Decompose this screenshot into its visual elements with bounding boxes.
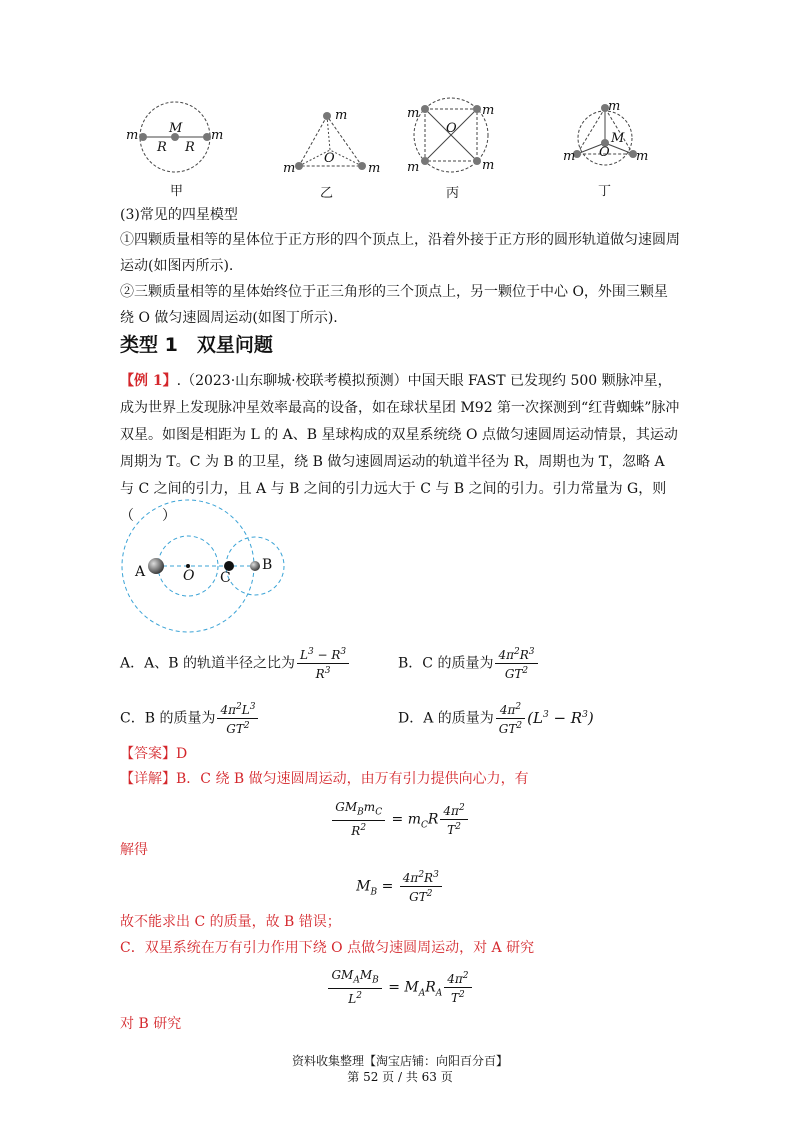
example-text: .（2023·山东聊城·校联考模拟预测）中国天眼 FAST 已发现约 500 颗脉冲星，成为世界上发现脉冲星效率最高的设备，如在球状星团 M92 第一次探测到“红背蜘蛛”脉冲双星。如图是相距为 L 的 A、B 星球构成的双星系统绕 O 点做匀速圆周运动情景，其运动周期为 T。C 为 B 的卫星，绕 B 做匀速圆周运动的轨道半径为 R，周期也为 T，忽略 A 与 C 之间的引力，且 A 与 B 之间的引力远大于 C 与 B 之间的引力。引力常量为 G，则（ ） (120, 373, 680, 524)
detail-conclude: 故不能求出 C 的质量，故 B 错误； (120, 914, 341, 930)
jia-m-left: m (126, 128, 139, 143)
four-star-item2: ②三颗质量相等的星体始终位于正三角形的三个顶点上，另一颗位于中心 O，外围三颗星绕 O 做匀速圆周运动(如图丁所示). (120, 284, 668, 326)
jia-m-right: m (211, 128, 224, 143)
bing-m-bl: m (407, 160, 420, 175)
bing-m-br: m (482, 158, 495, 173)
option-A-label: A．A、B 的轨道半径之比为 (120, 655, 295, 672)
bing-O: O (446, 121, 457, 136)
detail-lineC: C．双星系统在万有引力作用下绕 O 点做匀速圆周运动，对 A 研究 (120, 940, 535, 956)
caption-bing: 丙 (446, 186, 460, 201)
star-A (148, 558, 164, 574)
four-star-item1: ①四颗质量相等的星体位于正方形的四个顶点上，沿着外接于正方形的圆形轨道做匀速圆周运动(如图丙所示). (120, 232, 680, 274)
yi-O: O (324, 151, 335, 166)
example-tag: 【例 1】 (120, 373, 177, 389)
section-title: 类型 1 双星问题 (120, 334, 273, 356)
bing-m-tr: m (482, 103, 495, 118)
jia-R-left: R (157, 140, 167, 155)
yi-m-right: m (368, 161, 381, 176)
diagram-label-C: C (220, 570, 231, 586)
yi-m-left: m (283, 161, 296, 176)
option-C-label: C．B 的质量为 (120, 710, 216, 727)
four-star-heading: (3)常见的四星模型 (120, 207, 238, 223)
diagram-label-O: O (183, 568, 195, 584)
ding-m-left: m (563, 149, 576, 164)
diagram-label-B: B (262, 557, 273, 573)
diagram-label-A: A (135, 564, 146, 580)
answer: 【答案】D (120, 746, 188, 762)
ding-O: O (599, 145, 610, 160)
caption-jia: 甲 (170, 184, 184, 199)
jia-R-right: R (185, 140, 195, 155)
footer-page: 第 52 页 / 共 63 页 (347, 1070, 453, 1084)
yi-m-top: m (335, 108, 348, 123)
option-D[interactable]: D．A 的质量为 $\frac{4\pi^2}{GT^2}$ $(L^3 - R^3)$ (398, 702, 594, 736)
jia-M: M (169, 121, 183, 136)
bing-m-tl: m (407, 106, 420, 121)
option-C[interactable]: C．B 的质量为 $\frac{4\pi^2L^3}{GT^2}$ (120, 700, 260, 737)
equation-1: $\frac{GM_Bm_C}{R^2}$ = $m_CR$ $\frac{4\pi^2}{T^2}$ (320, 800, 480, 839)
ding-m-right: m (636, 149, 649, 164)
detail-solve: 解得 (120, 842, 148, 858)
option-D-label: D．A 的质量为 (398, 710, 494, 727)
caption-yi: 乙 (320, 186, 334, 201)
option-B-label: B．C 的质量为 (398, 655, 494, 672)
equation-2: $M_B$ = $\frac{4\pi^2R^3}{GT^2}$ (340, 868, 460, 905)
option-B[interactable]: B．C 的质量为 $\frac{4\pi^2R^3}{GT^2}$ (398, 645, 540, 682)
ding-m-top: m (608, 99, 621, 114)
option-A[interactable]: A．A、B 的轨道半径之比为 $\frac{L^3 - R^3}{R^3}$ (120, 645, 351, 682)
star-B (250, 561, 260, 571)
caption-ding: 丁 (598, 184, 612, 199)
detail-line1: 【详解】B．C 绕 B 做匀速圆周运动，由万有引力提供向心力，有 (120, 771, 529, 787)
footer-source: 资料收集整理【淘宝店铺：向阳百分百】 (291, 1054, 508, 1068)
ding-M: M (611, 131, 625, 146)
equation-3: $\frac{GM_AM_B}{L^2}$ = $M_AR_A$ $\frac{4\pi^2}{T^2}$ (320, 968, 480, 1007)
detail-forB: 对 B 研究 (120, 1016, 182, 1032)
